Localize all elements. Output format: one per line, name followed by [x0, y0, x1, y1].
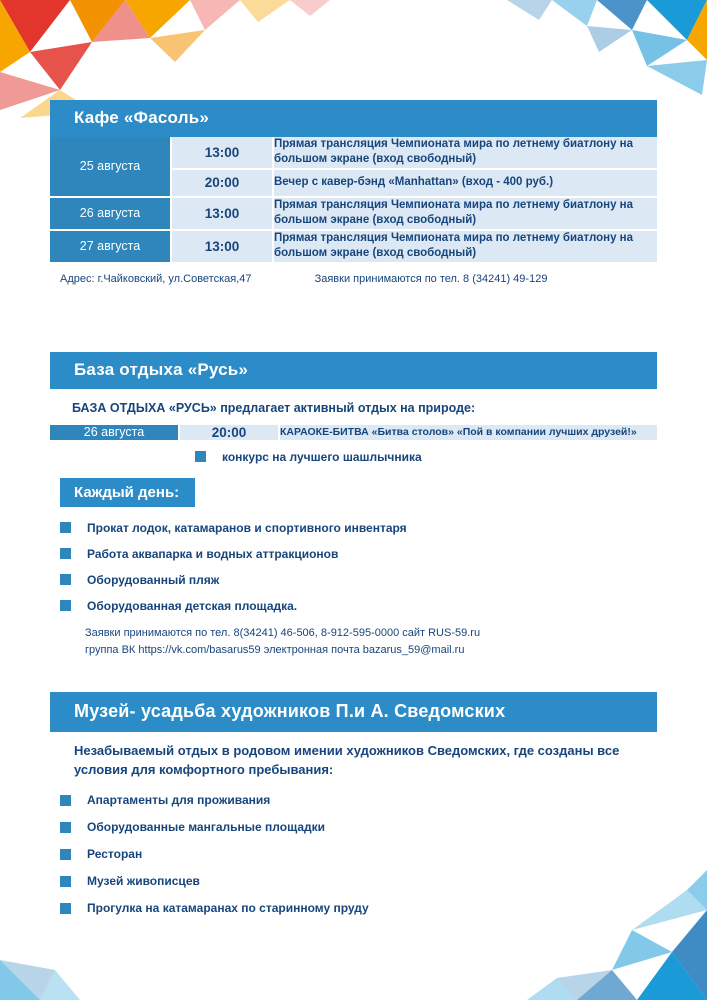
- bullet-square-icon: [60, 795, 71, 806]
- cell-time: 20:00: [171, 169, 273, 197]
- list-item: [50, 450, 657, 464]
- cafe-address: Адрес: г.Чайковский, ул.Советская,47: [60, 272, 252, 285]
- rus-lead-text: БАЗА ОТДЫХА «РУСЬ» предлагает активный отдых на природе:: [72, 400, 476, 415]
- table-row: [50, 137, 657, 169]
- museum-item-5: Прогулка на катамаранах по старинному пруду: [87, 901, 369, 916]
- list-item: [50, 793, 657, 807]
- museum-item-3: Ресторан: [87, 847, 143, 862]
- bullet-square-icon: [60, 522, 71, 533]
- bullet-square-icon: [60, 574, 71, 585]
- bullet-square-icon: [195, 451, 206, 462]
- cell-description: КАРАОКЕ-БИТВА «Битва столов» «Пой в компании лучших друзей!»: [279, 425, 657, 441]
- bullet-square-icon: [60, 548, 71, 559]
- cell-time: 13:00: [171, 137, 273, 169]
- table-row: [50, 230, 657, 263]
- rus-contacts: [50, 625, 657, 659]
- rus-everyday-item-3: Оборудованный пляж: [87, 572, 220, 587]
- cell-time: 13:00: [171, 197, 273, 230]
- list-item: [50, 847, 657, 861]
- section-title-cafe: Кафе «Фасоль»: [50, 100, 657, 137]
- list-item: [50, 901, 657, 915]
- bullet-square-icon: [60, 849, 71, 860]
- section-title-rus: База отдыха «Русь»: [50, 352, 657, 389]
- cell-description: Прямая трансляция Чемпионата мира по летнему биатлону на большом экране (вход свободный): [273, 197, 657, 230]
- section-rus: [50, 352, 657, 659]
- cell-description: Прямая трансляция Чемпионата мира по летнему биатлону на большом экране (вход свободный): [273, 137, 657, 169]
- list-item: [50, 874, 657, 888]
- section-museum: [50, 692, 657, 915]
- bullet-square-icon: [60, 876, 71, 887]
- cell-time: 20:00: [179, 425, 279, 441]
- museum-lead-text: Незабываемый отдых в родовом имении художников Сведомских, где созданы все условия для комфортного пребывания:: [74, 742, 620, 777]
- list-item: [50, 599, 657, 613]
- table-row: [50, 425, 657, 441]
- schedule-table-rus: [50, 425, 657, 442]
- list-item: [50, 820, 657, 834]
- rus-contest-label: конкурс на лучшего шашлычника: [222, 449, 422, 464]
- museum-item-4: Музей живописцев: [87, 874, 200, 889]
- rus-everyday-item-4: Оборудованная детская площадка.: [87, 598, 298, 613]
- list-item: [50, 547, 657, 561]
- rus-everyday-title: Каждый день:: [60, 478, 195, 507]
- cell-description: Прямая трансляция Чемпионата мира по летнему биатлону на большом экране (вход свободный): [273, 230, 657, 263]
- list-item: [50, 573, 657, 587]
- museum-item-1: Апартаменты для проживания: [87, 793, 271, 808]
- section-title-museum: Музей- усадьба художников П.и А. Сведомских: [50, 692, 657, 732]
- cell-date: 25 августа: [50, 137, 171, 197]
- section-cafe: [50, 100, 657, 285]
- cell-description: Вечер с кавер-бэнд «Manhattan» (вход - 400 руб.): [273, 169, 657, 197]
- museum-item-2: Оборудованные мангальные площадки: [87, 820, 326, 835]
- schedule-table-cafe: [50, 137, 657, 264]
- cafe-contact-line: [50, 273, 657, 285]
- cell-date: 26 августа: [50, 197, 171, 230]
- cell-date: 26 августа: [50, 425, 179, 441]
- cafe-booking: Заявки принимаются по тел. 8 (34241) 49-129: [314, 272, 548, 285]
- list-item: [50, 521, 657, 535]
- rus-everyday-item-2: Работа аквапарка и водных аттракционов: [87, 546, 339, 561]
- table-row: [50, 197, 657, 230]
- rus-contacts-line-2: группа ВК https://vk.com/basarus59 электронная почта bazarus_59@mail.ru: [85, 643, 465, 656]
- rus-everyday-item-1: Прокат лодок, катамаранов и спортивного инвентаря: [87, 520, 407, 535]
- bullet-square-icon: [60, 822, 71, 833]
- cell-time: 13:00: [171, 230, 273, 263]
- rus-contacts-line-1: Заявки принимаются по тел. 8(34241) 46-506, 8-912-595-0000 сайт RUS-59.ru: [85, 626, 481, 639]
- cell-date: 27 августа: [50, 230, 171, 263]
- bullet-square-icon: [60, 903, 71, 914]
- bullet-square-icon: [60, 600, 71, 611]
